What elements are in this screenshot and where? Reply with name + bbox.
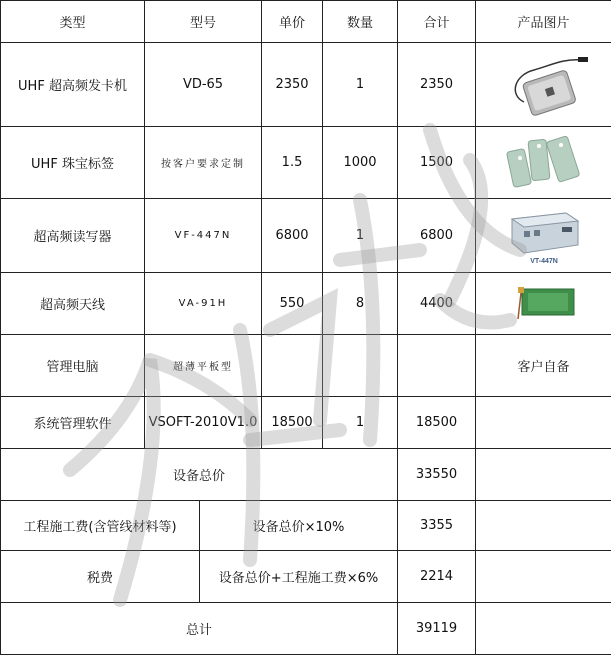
row-price [262, 335, 323, 397]
construction-value: 3355 [398, 501, 476, 551]
row-image-empty [476, 397, 611, 449]
construction-formula: 设备总价×10% [200, 501, 398, 551]
row-type: 系统管理软件 [1, 397, 145, 449]
table-row [1, 335, 611, 397]
row-total: 4400 [398, 273, 476, 335]
table-row [1, 273, 611, 335]
row-qty: 1 [323, 43, 398, 127]
row-qty [323, 335, 398, 397]
equipment-total-label: 设备总价 [1, 449, 398, 501]
header-row [1, 1, 611, 43]
header-type: 类型 [1, 1, 145, 43]
table-row [1, 127, 611, 199]
row-total: 2350 [398, 43, 476, 127]
table-row [1, 43, 611, 127]
row-note: 客户自备 [476, 335, 611, 397]
row-model: VF-447N [145, 199, 262, 273]
product-image-card-issuer [476, 43, 611, 127]
construction-label: 工程施工费(含管线材料等) [1, 501, 200, 551]
row-total: 6800 [398, 199, 476, 273]
tax-formula: 设备总价+工程施工费×6% [200, 551, 398, 603]
equipment-total-value: 33550 [398, 449, 476, 501]
product-image-antenna [476, 273, 611, 335]
row-type: UHF 珠宝标签 [1, 127, 145, 199]
row-model: 按客户要求定制 [145, 127, 262, 199]
header-qty: 数量 [323, 1, 398, 43]
row-price: 1.5 [262, 127, 323, 199]
equipment-total-row [1, 449, 611, 501]
row-model: VD-65 [145, 43, 262, 127]
header-model: 型号 [145, 1, 262, 43]
row-type: UHF 超高频发卡机 [1, 43, 145, 127]
header-price: 单价 [262, 1, 323, 43]
tax-empty [476, 551, 611, 603]
table-row [1, 397, 611, 449]
grand-total-label: 总计 [1, 603, 398, 655]
equipment-total-empty [476, 449, 611, 501]
row-model: 超薄平板型 [145, 335, 262, 397]
grand-total-value: 39119 [398, 603, 476, 655]
construction-empty [476, 501, 611, 551]
product-image-jewelry-tags [476, 127, 611, 199]
tax-label: 税费 [1, 551, 200, 603]
row-price: 18500 [262, 397, 323, 449]
row-total: 18500 [398, 397, 476, 449]
row-type: 超高频读写器 [1, 199, 145, 273]
row-qty: 1 [323, 199, 398, 273]
tax-row [1, 551, 611, 603]
construction-row [1, 501, 611, 551]
row-total [398, 335, 476, 397]
row-type: 管理电脑 [1, 335, 145, 397]
row-price: 550 [262, 273, 323, 335]
grand-total-row [1, 603, 611, 655]
grand-total-empty [476, 603, 611, 655]
row-qty: 1 [323, 397, 398, 449]
row-model: VSOFT-2010V1.0 [145, 397, 262, 449]
row-total: 1500 [398, 127, 476, 199]
table-row [1, 199, 611, 273]
tax-value: 2214 [398, 551, 476, 603]
reader-caption: VT-447N [529, 257, 558, 265]
row-type: 超高频天线 [1, 273, 145, 335]
row-model: VA-91H [145, 273, 262, 335]
product-image-reader [476, 199, 611, 273]
row-qty: 8 [323, 273, 398, 335]
row-price: 2350 [262, 43, 323, 127]
row-qty: 1000 [323, 127, 398, 199]
header-image: 产品图片 [476, 1, 611, 43]
header-total: 合计 [398, 1, 476, 43]
row-price: 6800 [262, 199, 323, 273]
